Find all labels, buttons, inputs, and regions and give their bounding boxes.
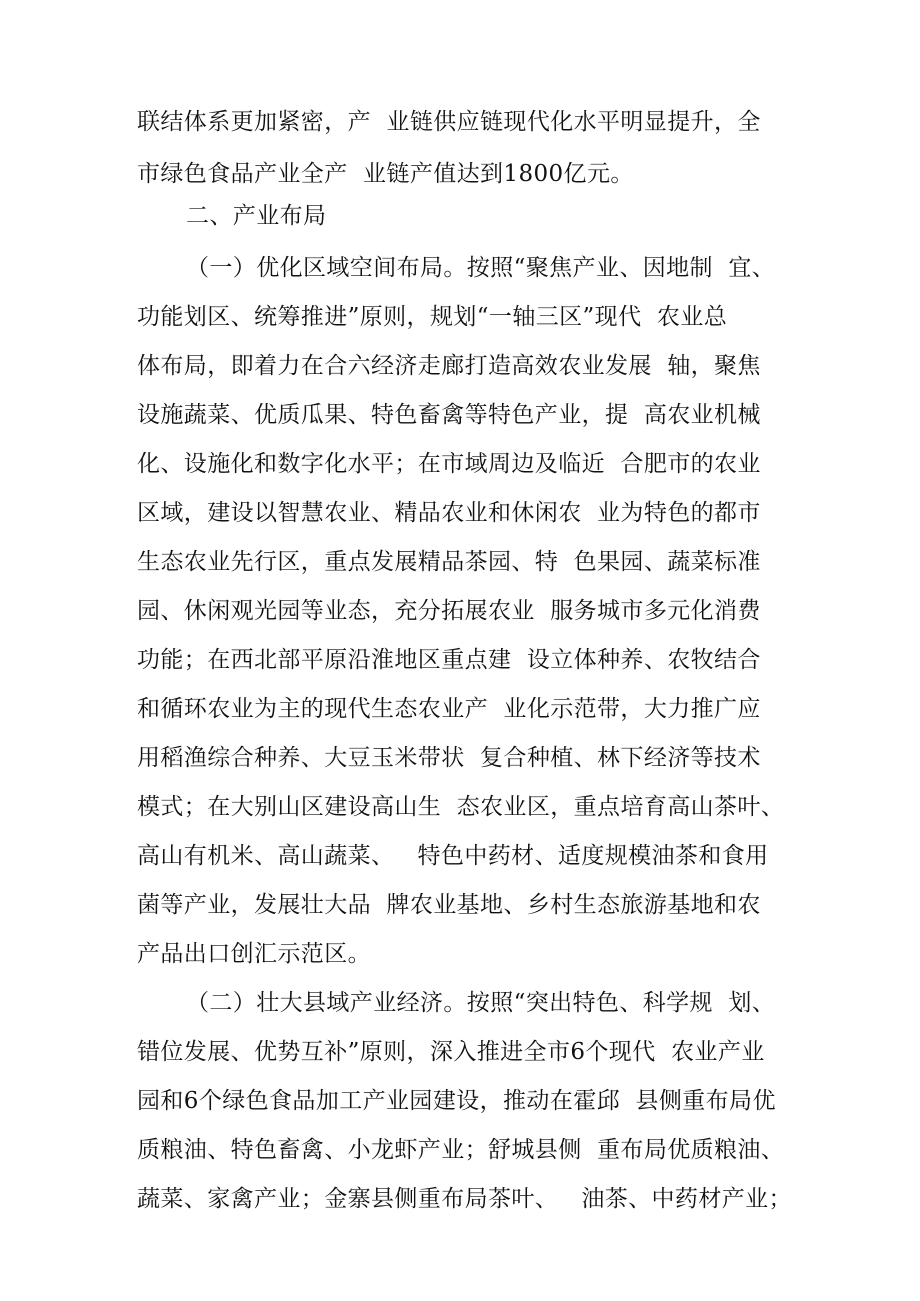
text-line: 设施蔬菜、优质瓜果、特色畜禽等特色产业，提 高农业机械: [137, 402, 761, 428]
text-line: 产品出口创汇示范区。: [137, 941, 371, 967]
text-line: 生态农业先行区，重点发展精品茶园、特 色果园、蔬菜标准: [137, 549, 761, 575]
text-line: 蔬菜、家禽产业；金寨县侧重布局茶叶、 油茶、中药材产业；: [137, 1186, 792, 1212]
text-line: 功能划区、统筹推进”原则，规划“一轴三区”现代 农业总: [137, 304, 728, 330]
section-heading: 二、产业布局: [186, 203, 327, 229]
text-line: 菌等产业，发展壮大品 牌农业基地、乡村生态旅游基地和农: [137, 892, 761, 918]
text-line: 模式；在大别山区建设高山生 态农业区，重点培育高山茶叶、: [137, 794, 785, 820]
text-line: 联结体系更加紧密，产 业链供应链现代化水平明显提升，全: [137, 109, 761, 135]
text-line: 体布局，即着力在合六经济走廊打造高效农业发展 轴，聚焦: [137, 353, 761, 379]
text-line: 市绿色食品产业全产 业链产值达到1800亿元。: [137, 161, 634, 187]
text-line: 高山有机米、高山蔬菜、 特色中药材、适度规模油茶和食用: [137, 843, 769, 869]
text-line: 和循环农业为主的现代生态农业产 业化示范带，大力推广应: [137, 696, 761, 722]
paragraph-first-line: （二）壮大县域产业经济。按照“突出特色、科学规 划、: [186, 990, 776, 1016]
text-line: 质粮油、特色畜禽、小龙虾产业；舒城县侧 重布局优质粮油、: [137, 1137, 785, 1163]
text-line: 错位发展、优势互补”原则，深入推进全市6个现代 农业产业: [137, 1039, 765, 1065]
text-line: 园、休闲观光园等业态，充分拓展农业 服务城市多元化消费: [137, 598, 761, 624]
text-line: 功能；在西北部平原沿淮地区重点建 设立体种养、农牧结合: [137, 647, 761, 673]
text-line: 用稻渔综合种养、大豆玉米带状 复合种植、林下经济等技术: [137, 745, 761, 771]
text-line: 园和6个绿色食品加工产业园建设，推动在霍邱 县侧重布局优: [137, 1088, 776, 1114]
text-line: 区域，建设以智慧农业、精品农业和休闲农 业为特色的都市: [137, 500, 761, 526]
text-line: 化、设施化和数字化水平；在市域周边及临近 合肥市的农业: [137, 451, 761, 477]
paragraph-first-line: （一）优化区域空间布局。按照“聚焦产业、因地制 宜、: [186, 255, 776, 281]
